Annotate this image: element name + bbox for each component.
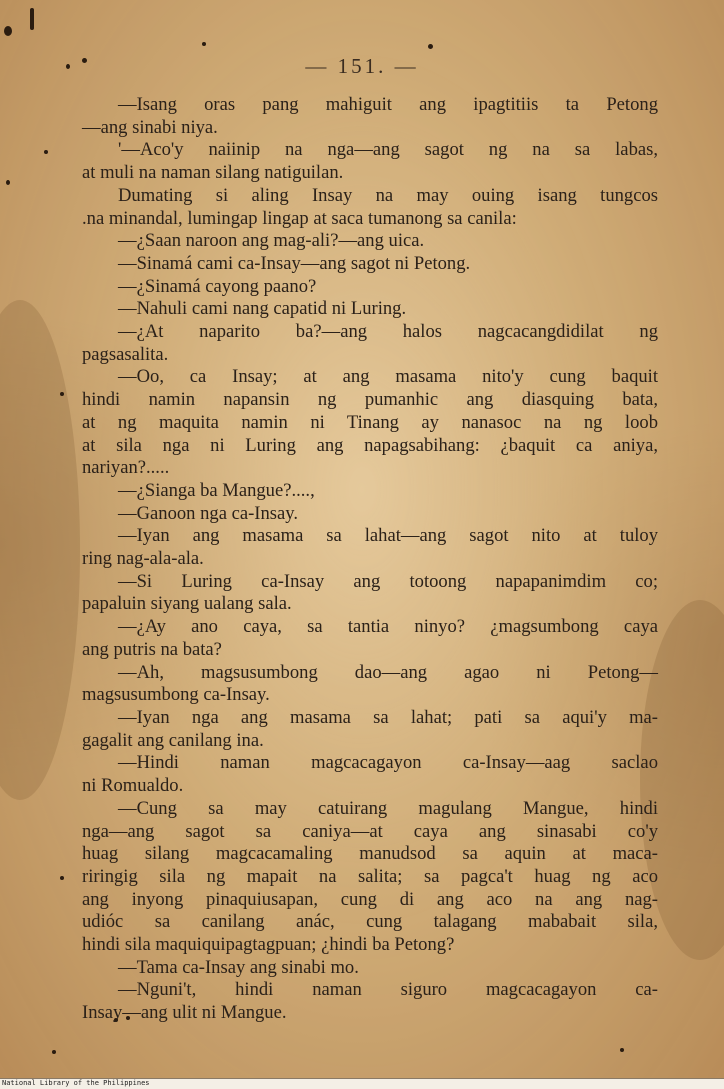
text-line: huag silang magcacamaling manudsod sa aquin at maca- <box>82 843 658 865</box>
text-line: —Isang oras pang mahiguit ang ipagtitiis ta Petong <box>118 94 658 115</box>
text-line: Dumating si aling Insay na may ouing isang tungcos <box>118 184 658 206</box>
ink-spot <box>428 44 433 49</box>
text-line: magsusumbong ca-Insay. <box>82 684 270 706</box>
text-line: gagalit ang canilang ina. <box>82 729 264 751</box>
text-line: —Cung sa may catuirang magulang Mangue, hindi <box>118 797 658 819</box>
text-line: —Iyan nga ang masama sa lahat; pati sa aqui'y ma- <box>118 706 658 728</box>
paragraph <box>82 276 658 299</box>
text-line: —¿Saan naroon ang mag-ali?—ang uica. <box>118 230 425 252</box>
page-number: — 151. — <box>305 54 419 78</box>
paragraph <box>82 298 658 321</box>
text-line: ni Romualdo. <box>82 775 184 797</box>
ink-spot <box>4 26 12 36</box>
paragraph <box>82 480 658 503</box>
paragraph <box>82 503 658 526</box>
text-line: —Si Luring ca-Insay ang totoong napapanimdim co; <box>118 570 658 592</box>
ink-spot <box>60 392 64 396</box>
text-line: —¿Ay ano caya, sa tantia ninyo? ¿magsumbong caya <box>118 616 658 638</box>
text-line: at muli na naman silang natiguilan. <box>82 162 344 184</box>
text-line: —Oo, ca Insay; at ang masama nito'y cung baquit <box>118 366 658 388</box>
ink-spot <box>620 1048 624 1052</box>
paragraph <box>82 525 658 570</box>
text-line: nariyan?..... <box>82 457 170 479</box>
paragraph <box>82 230 658 253</box>
paragraph <box>82 798 658 957</box>
ink-spot <box>202 42 206 46</box>
text-line: ang putris na bata? <box>82 638 222 660</box>
text-line: —Ganoon nga ca-Insay. <box>118 502 299 524</box>
text-line: —Hindi naman magcacagayon ca-Insay—aag saclao <box>118 752 658 774</box>
ink-spot <box>52 1050 56 1054</box>
paragraph <box>82 571 658 616</box>
text-line: .na minandal, lumingap lingap at saca tumanong sa canila: <box>82 207 517 229</box>
text-line: ring nag-ala-ala. <box>82 548 204 570</box>
text-line: at sila nga ni Luring ang napagsabihang: ¿baquit ca aniya, <box>82 434 658 456</box>
text-line: —¿Sinamá cayong paano? <box>118 275 317 297</box>
paragraph <box>82 752 658 797</box>
text-line: —Nguni't, hindi naman siguro magcacagayon ca- <box>118 979 658 1001</box>
paragraph <box>82 662 658 707</box>
text-line: '—Aco'y naiinip na nga—ang sagot ng na sa labas, <box>118 139 658 161</box>
text-line: Insay—ang ulit ni Mangue. <box>82 1002 287 1024</box>
text-line: —Sinamá cami ca-Insay—ang sagot ni Petong. <box>118 252 471 274</box>
text-line: pagsasalita. <box>82 343 169 365</box>
text-line: —ang sinabi niya. <box>82 116 218 138</box>
ink-spot <box>60 876 64 880</box>
paragraph <box>82 979 658 1024</box>
ink-spot <box>6 180 10 185</box>
paragraph <box>82 321 658 366</box>
paragraph <box>82 139 658 184</box>
ink-spot <box>44 150 48 154</box>
text-line: —Nahuli cami nang capatid ni Luring. <box>118 298 407 320</box>
paragraph <box>82 616 658 661</box>
text-line: —¿At naparito ba?—ang halos nagcacangdidilat ng <box>118 321 658 343</box>
text-line: ang inyong pinaquiusapan, cung di ang aco na ang nag- <box>82 888 658 910</box>
paragraph <box>82 185 658 230</box>
text-line: —Iyan ang masama sa lahat—ang sagot nito at tuloy <box>118 525 658 547</box>
paragraph <box>82 94 658 139</box>
paragraph <box>82 253 658 276</box>
text-line: udióc sa canilang anác, cung talagang mababait sila, <box>82 911 658 933</box>
text-line: hindi namin napansin ng pumanhic ang diasquing bata, <box>82 389 658 411</box>
paragraph <box>82 366 658 480</box>
body-text <box>82 94 658 1025</box>
ink-spot <box>30 8 34 30</box>
text-line: —Ah, magsusumbong dao—ang agao ni Petong— <box>118 661 658 683</box>
text-line: —¿Sianga ba Mangue?...., <box>118 479 315 501</box>
text-line: hindi sila maquiquipagtagpuan; ¿hindi ba Petong? <box>82 934 455 956</box>
library-footer: National Library of the Philippines <box>0 1078 724 1089</box>
text-line: —Tama ca-Insay ang sinabi mo. <box>118 956 359 978</box>
paragraph <box>82 707 658 752</box>
text-line: riringig sila ng mapait na salita; sa pagca't huag ng aco <box>82 865 658 887</box>
text-line: nga—ang sagot sa caniya—at caya ang sinasabi co'y <box>82 820 658 842</box>
paragraph <box>82 957 658 980</box>
text-line: papaluin siyang ualang sala. <box>82 593 292 615</box>
text-line: at ng maquita namin ni Tinang ay nanasoc na ng loob <box>82 411 658 433</box>
stain <box>0 300 80 800</box>
